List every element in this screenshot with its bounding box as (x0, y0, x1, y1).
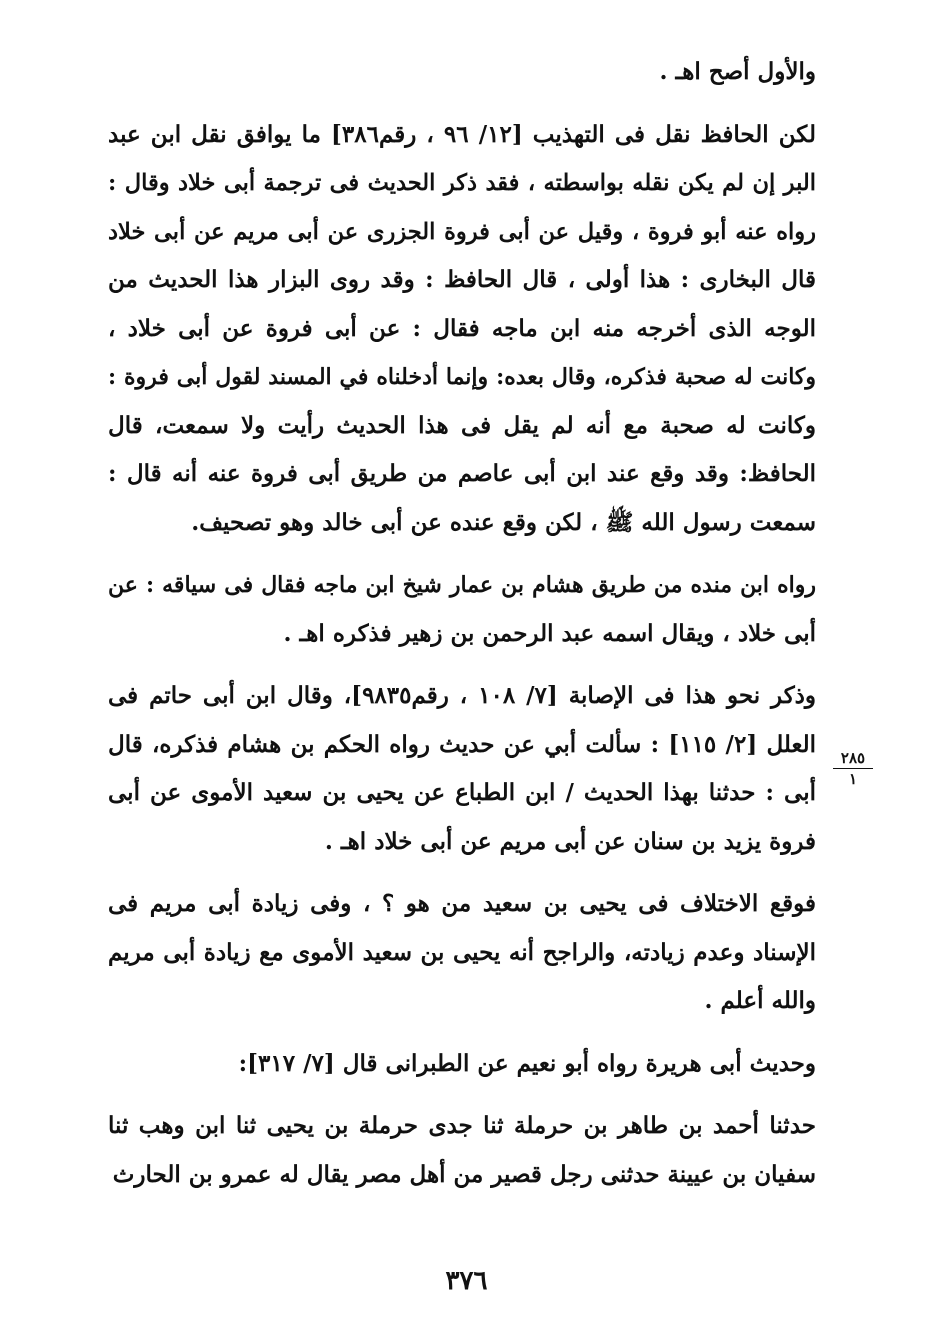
paragraph (108, 1102, 816, 1199)
paragraph (108, 880, 816, 1026)
text-line: الإسناد وعدم زيادته، والراجح أنه يحيى بن سعيد الأموى مع زيادة أبى مريم (108, 938, 816, 966)
text-line: حدثنا أحمد بن طاهر بن حرملة ثنا جدى حرملة بن يحيى ثنا ابن وهب ثنا (108, 1112, 816, 1139)
paragraph (108, 672, 816, 866)
text-line: فروة يزيد بن سنان عن أبى مريم عن أبى خلاد اهـ . (324, 827, 816, 855)
text-line: العلل [٢/ ١١٥] : سألت أبي عن حديث رواه الحكم بن هشام فذكره، قال (108, 730, 816, 758)
text-line: سمعت رسول الله ﷺ ، لكن وقع عنده عن أبى خالد وهو تصحيف. (191, 508, 816, 536)
paragraph (108, 111, 816, 548)
text-line: لكن الحافظ نقل فى التهذيب [١٢/ ٩٦ ، رقم٣٨٦] ما يوافق نقل ابن عبد (108, 120, 816, 148)
text-line: والأول أصح اهـ . (659, 58, 816, 85)
margin-reference (828, 748, 878, 789)
text-line: أبى : حدثنا بهذا الحديث / ابن الطباع عن يحيى بن سعيد الأموى عن أبى (108, 779, 816, 806)
text-line: الوجه الذى أخرجه منه ابن ماجه فقال : عن أبى فروة عن أبى خلاد ، (108, 314, 816, 342)
paragraph (108, 48, 816, 97)
text-line: رواه ابن منده من طريق هشام بن عمار شيخ ابن ماجه فقال فى سياقه : عن (108, 572, 816, 598)
text-line: الحافظ: وقد وقع عند ابن أبى عاصم من طريق أبى فروة عنه أنه قال : (108, 460, 816, 487)
text-line: وذكر نحو هذا فى الإصابة [٧/ ١٠٨ ، رقم٩٨٣٥]، وقال ابن أبى حاتم فى (108, 682, 816, 709)
text-line: والله أعلم . (704, 987, 816, 1014)
margin-reference-volume: ٢٨٥ (840, 749, 866, 767)
page-number: ٣٧٦ (445, 1266, 488, 1296)
text-line: فوقع الاختلاف فى يحيى بن سعيد من هو ؟ ، وفى زيادة أبى مريم فى (108, 890, 816, 917)
margin-reference-part: ١ (848, 770, 858, 788)
text-line: سفيان بن عيينة حدثنى رجل قصير من أهل مصر يقال له عمرو بن الحارث (112, 1160, 816, 1188)
text-line: وكانت له صحبة فذكره، وقال بعده: وإنما أدخلناه في المسند لقول أبى فروة : (108, 364, 816, 390)
text-line: البر إن لم يكن نقله بواسطته ، فقد ذكر الحديث فى ترجمة أبى خلاد وقال : (108, 170, 816, 196)
text-line: أبى خلاد ، ويقال اسمه عبد الرحمن بن زهير فذكره اهـ . (283, 619, 816, 647)
text-line: وحديث أبى هريرة رواه أبو نعيم عن الطبرانى قال [٧/ ٣١٧]: (238, 1049, 816, 1077)
main-text (108, 48, 816, 1199)
paragraph (108, 561, 816, 658)
text-line: قال البخارى : هذا أولى ، قال الحافظ : وقد روى البزار هذا الحديث من (108, 266, 816, 293)
text-line: رواه عنه أبو فروة ، وقيل عن أبى فروة الجزرى عن أبى مريم عن أبى خلاد (108, 218, 816, 245)
text-line: وكانت له صحبة مع أنه لم يقل فى هذا الحديث رأيت ولا سمعت، قال (108, 411, 816, 439)
paragraph (108, 1040, 816, 1089)
